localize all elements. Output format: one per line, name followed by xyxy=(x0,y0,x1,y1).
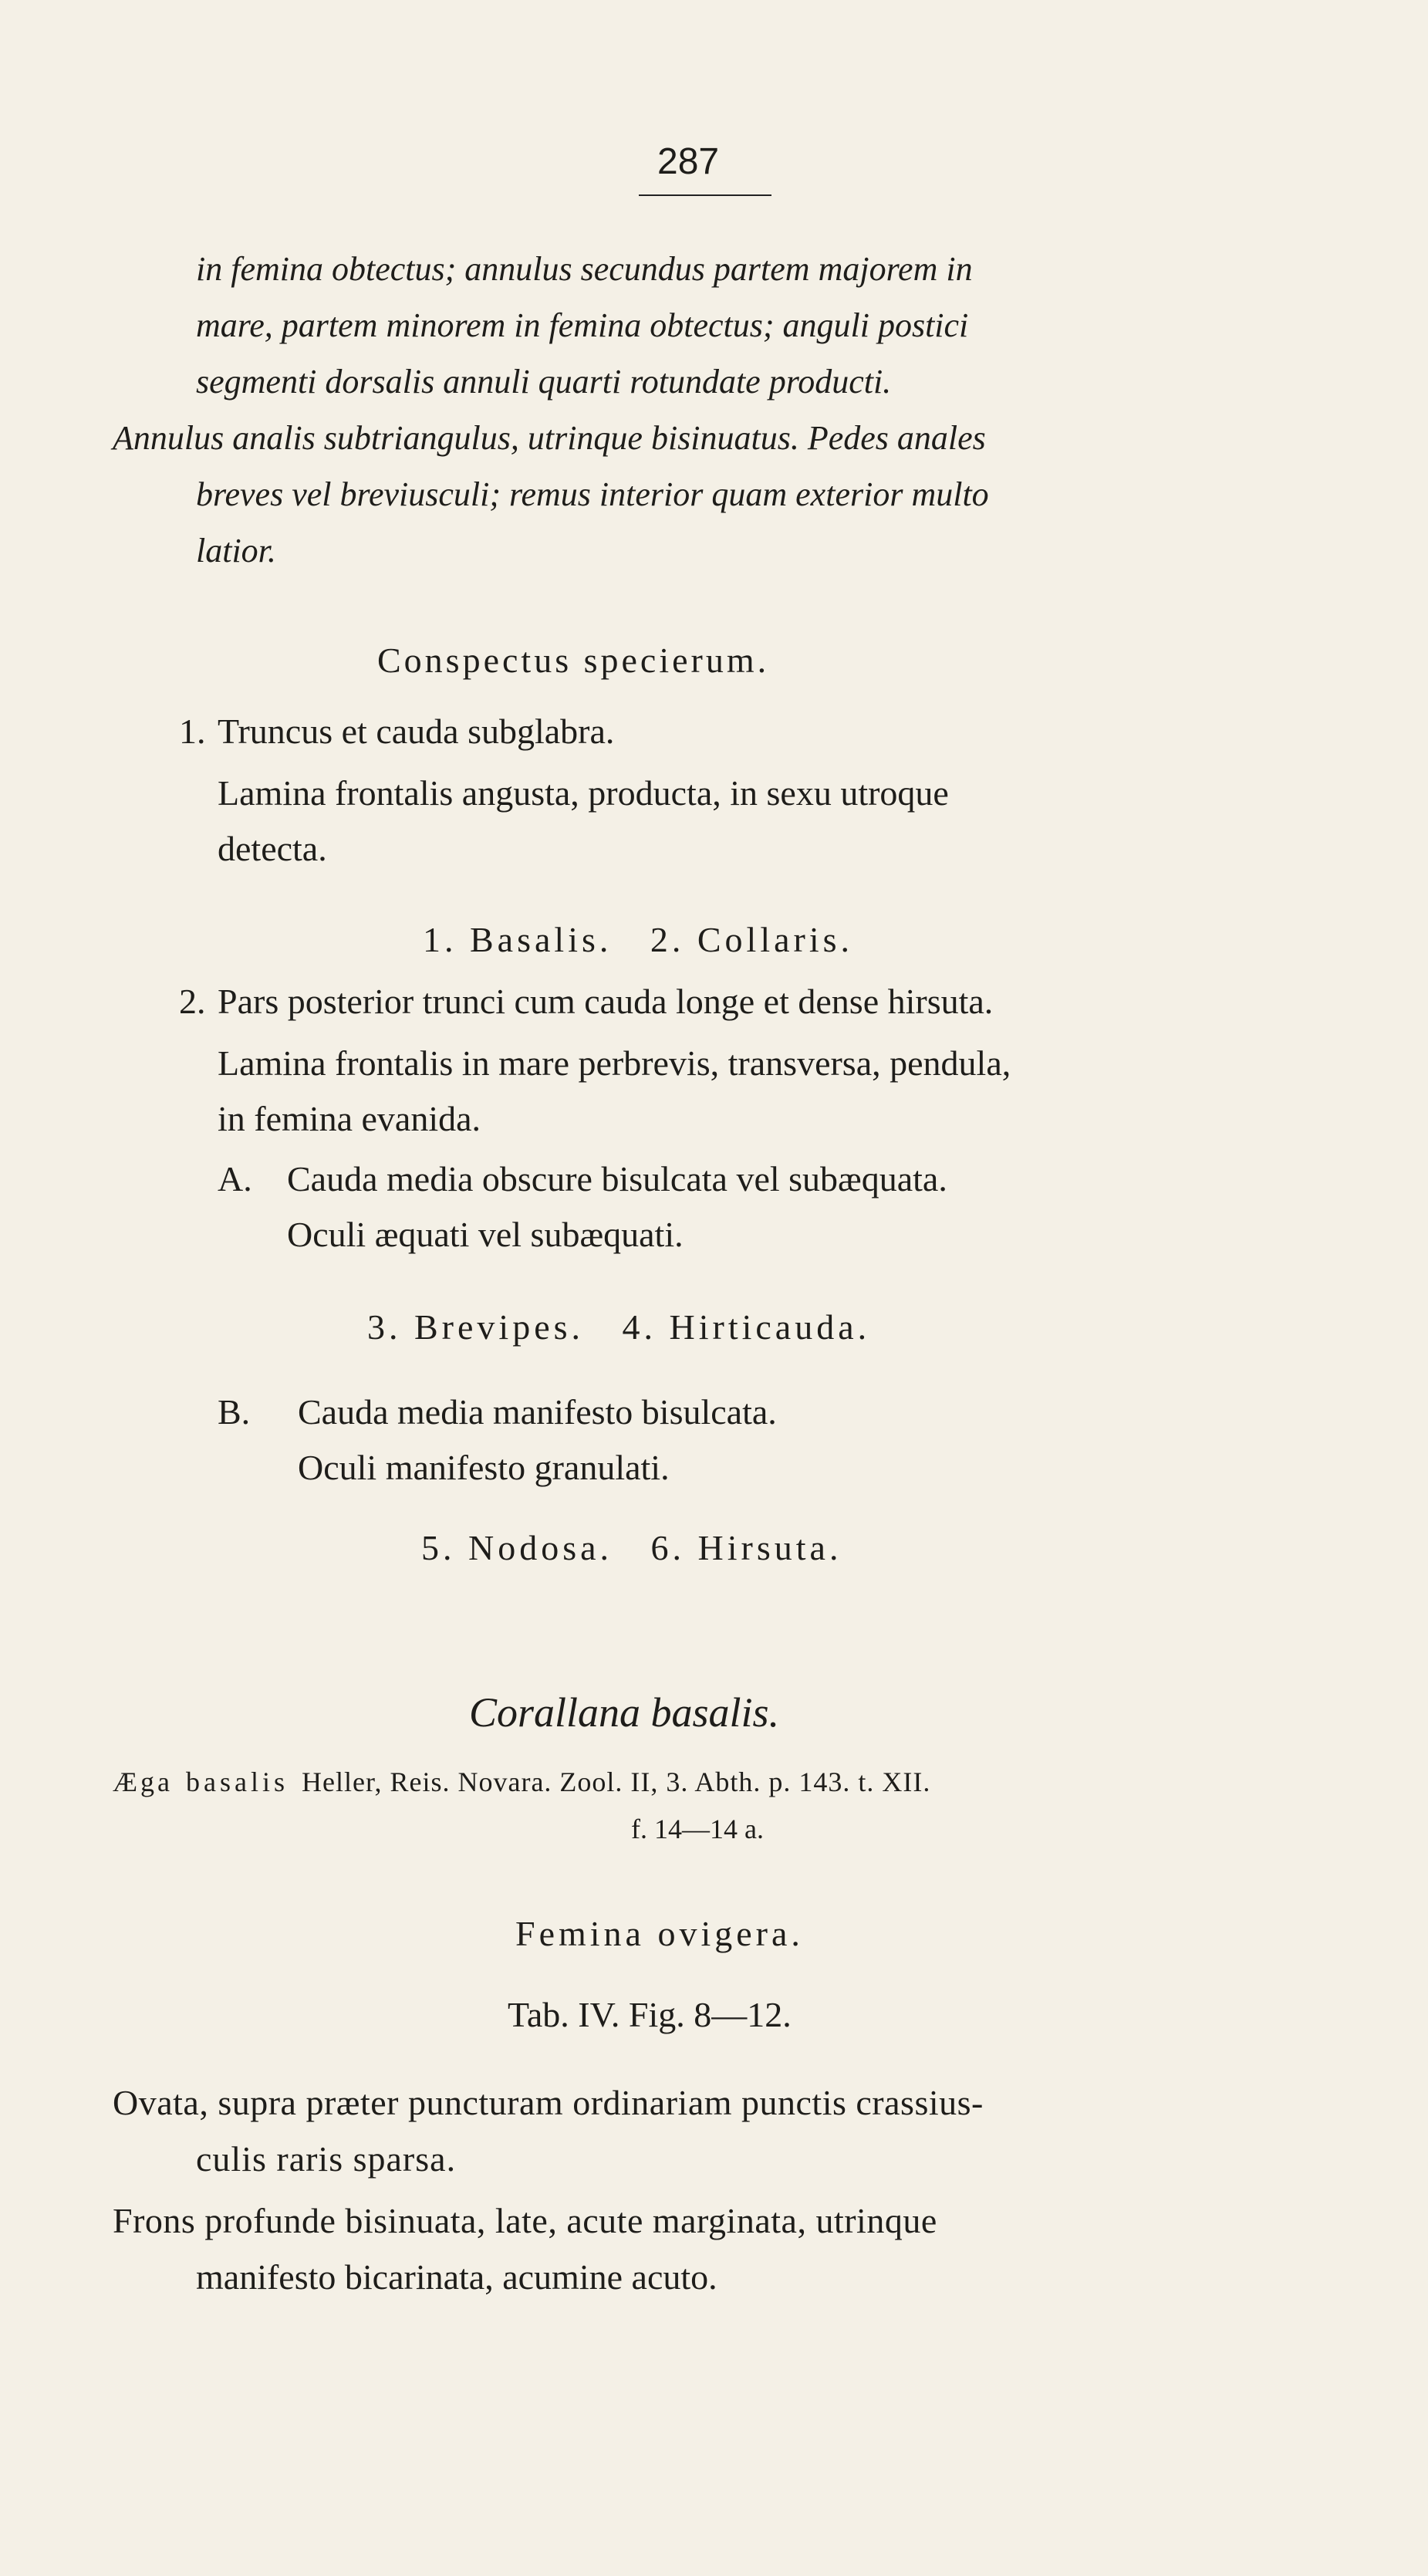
group-2-line-3: in femina evanida. xyxy=(218,1099,481,1138)
intro-line-3: segmenti dorsalis annuli quarti rotundate producti. xyxy=(196,363,892,401)
group-1-line-1: Truncus et cauda subglabra. xyxy=(218,712,615,751)
group-1-number: 1. xyxy=(179,712,206,751)
intro-line-5: breves vel breviusculi; remus interior quam exterior multo xyxy=(196,475,989,513)
group-1-line-2: Lamina frontalis angusta, producta, in sexu utroque xyxy=(218,773,949,813)
sub-b-letter: B. xyxy=(218,1392,251,1432)
synonym-species: basalis xyxy=(186,1766,289,1797)
synonym-genus: Æga xyxy=(113,1766,173,1797)
description-line-3: Frons profunde bisinuata, late, acute marginata, utrinque xyxy=(113,2201,937,2240)
intro-line-6: latior. xyxy=(196,532,276,570)
species-title: Corallana basalis. xyxy=(469,1689,780,1736)
sub-b-line-2: Oculi manifesto granulati. xyxy=(298,1448,670,1487)
conspectus-heading: Conspectus specierum. xyxy=(377,641,770,680)
sub-a-line-1: Cauda media obscure bisulcata vel subæquata. xyxy=(287,1159,947,1198)
sex-heading: Femina ovigera. xyxy=(515,1914,804,1953)
intro-line-4: Annulus analis subtriangulus, utrinque bisinuatus. Pedes anales xyxy=(113,419,986,457)
group-2-line-1: Pars posterior trunci cum cauda longe et dense hirsuta. xyxy=(218,982,994,1021)
intro-line-2: mare, partem minorem in femina obtectus; anguli postici xyxy=(196,306,969,344)
sub-b-line-1: Cauda media manifesto bisulcata. xyxy=(298,1392,777,1432)
group-1-species: 1. Basalis. 2. Collaris. xyxy=(423,920,854,959)
description-line-4: manifesto bicarinata, acumine acuto. xyxy=(196,2257,717,2297)
synonym-reference: Heller, Reis. Novara. Zool. II, 3. Abth. p. 143. t. XII. xyxy=(301,1766,931,1797)
plate-reference: Tab. IV. Fig. 8—12. xyxy=(508,1995,792,2034)
description-line-2: culis raris sparsa. xyxy=(196,2139,457,2179)
synonym-line-1 xyxy=(113,1768,930,1796)
group-1-line-3: detecta. xyxy=(218,829,327,868)
sub-a-species: 3. Brevipes. 4. Hirticauda. xyxy=(367,1307,871,1347)
group-2-number: 2. xyxy=(179,982,206,1021)
sub-a-line-2: Oculi æquati vel subæquati. xyxy=(287,1215,684,1254)
description-line-1: Ovata, supra præter puncturam ordinariam punctis crassius- xyxy=(113,2083,984,2122)
header-rule xyxy=(639,194,771,196)
intro-line-1: in femina obtectus; annulus secundus partem majorem in xyxy=(196,250,973,288)
sub-a-letter: A. xyxy=(218,1159,252,1198)
synonym-line-2: f. 14—14 a. xyxy=(631,1814,764,1844)
group-2-line-2: Lamina frontalis in mare perbrevis, transversa, pendula, xyxy=(218,1043,1011,1083)
page-number: 287 xyxy=(657,141,720,182)
sub-b-species: 5. Nodosa. 6. Hirsuta. xyxy=(421,1528,842,1567)
